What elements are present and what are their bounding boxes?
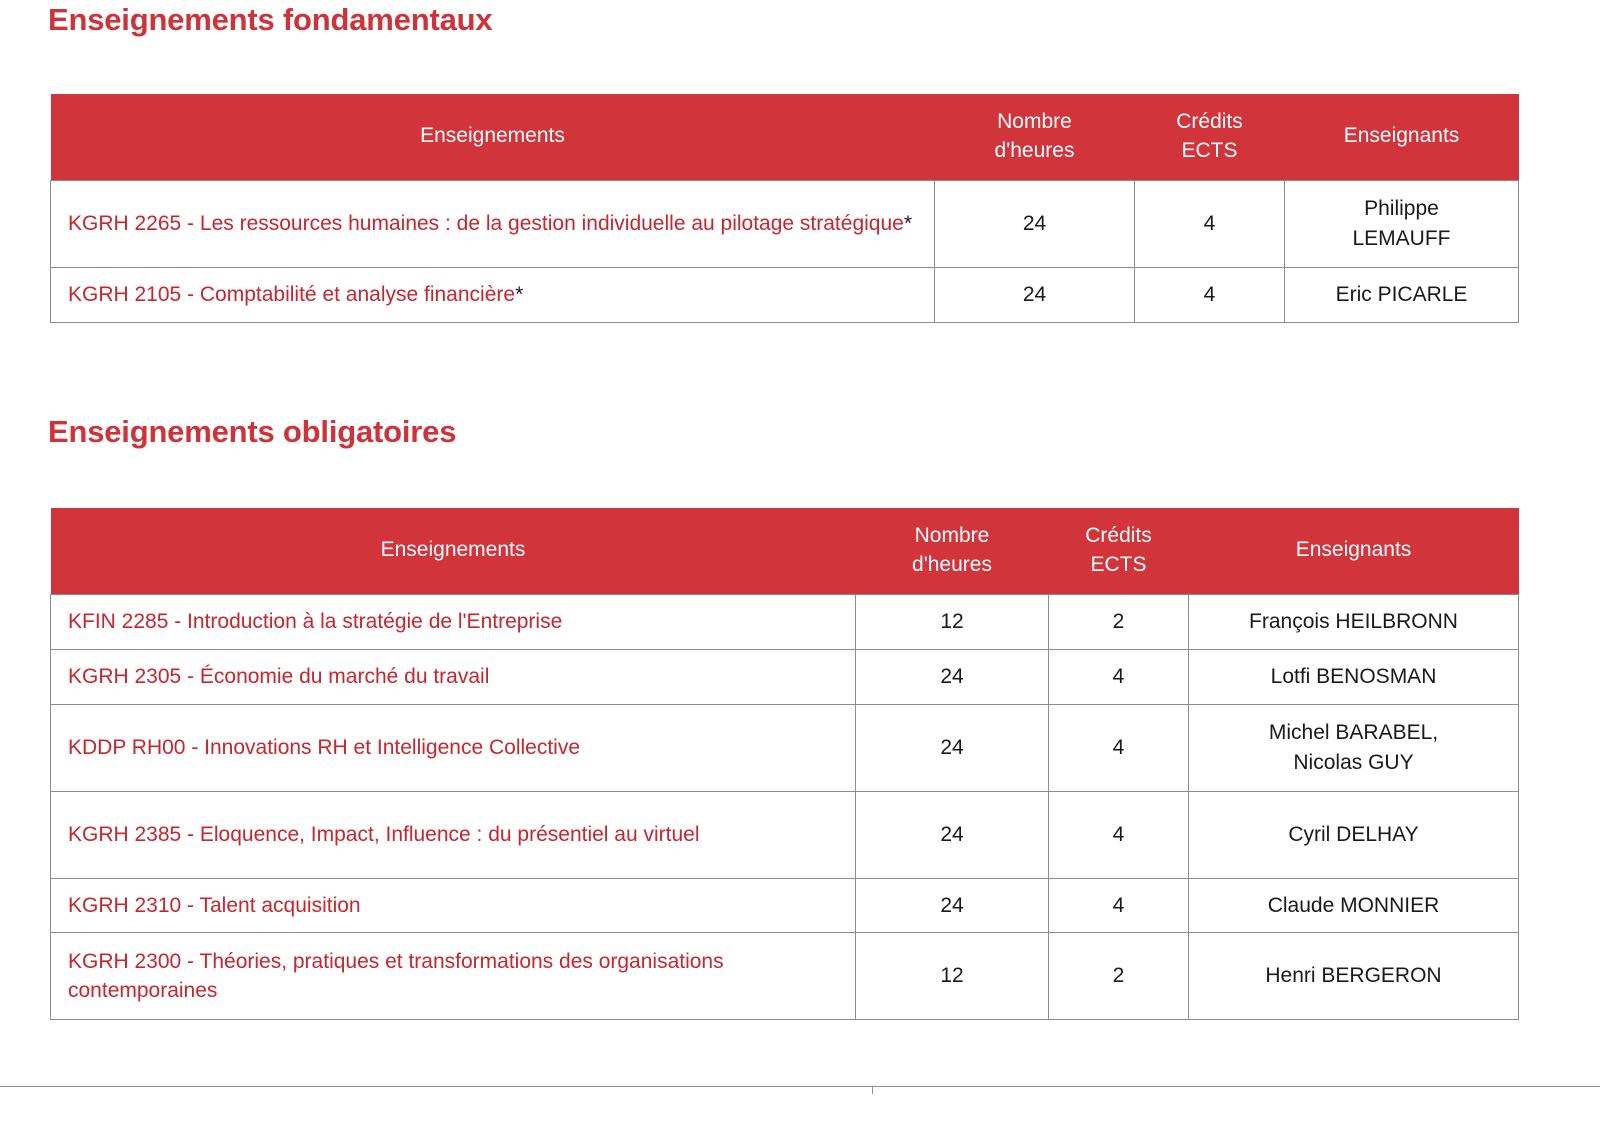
table-header-row (51, 94, 1519, 180)
column-header-nombre-heures (935, 94, 1135, 180)
column-header-nombre-heures-line1: Nombre (997, 110, 1072, 133)
teacher-line1: Michel BARABEL, (1268, 720, 1439, 744)
table-body (51, 594, 1519, 1019)
hours-cell: 24 (856, 704, 1049, 791)
column-header-credits-line1: Crédits (1176, 110, 1243, 133)
column-header-enseignements (51, 94, 935, 180)
course-name-cell (51, 791, 856, 878)
column-header-enseignements-label: Enseignements (380, 538, 526, 562)
section-title-enseignements-obligatoires: Enseignements obligatoires (48, 414, 457, 449)
column-header-credits-ects (1135, 94, 1285, 180)
course-name-cell (51, 704, 856, 791)
ects-cell: 4 (1135, 180, 1285, 267)
table-header (51, 94, 1519, 180)
ects-cell: 4 (1049, 649, 1189, 704)
section-title-enseignements-fondamentaux: Enseignements fondamentaux (48, 2, 493, 37)
hours-cell: 12 (856, 594, 1049, 649)
teacher-cell: Henri BERGERON (1189, 933, 1519, 1020)
hours-cell: 24 (856, 649, 1049, 704)
ects-cell: 4 (1049, 791, 1189, 878)
course-asterisk: * (515, 282, 524, 306)
teacher-cell (1189, 704, 1519, 791)
teacher-cell: Cyril DELHAY (1189, 791, 1519, 878)
teacher-cell: Claude MONNIER (1189, 878, 1519, 933)
teacher-line2: LEMAUFF (1352, 226, 1451, 250)
page-bottom-divider-tick (872, 1086, 873, 1094)
course-link[interactable]: KGRH 2305 - Économie du marché du travail (68, 664, 490, 688)
table-enseignements-fondamentaux (50, 94, 1519, 323)
teacher-cell: François HEILBRONN (1189, 594, 1519, 649)
teacher-cell: Lotfi BENOSMAN (1189, 649, 1519, 704)
table-row (51, 267, 1519, 322)
hours-cell: 24 (935, 267, 1135, 322)
page-bottom-divider (0, 1086, 1600, 1087)
column-header-enseignants-label: Enseignants (1343, 124, 1460, 148)
teacher-line2: Nicolas GUY (1293, 750, 1414, 774)
table-row (51, 878, 1519, 933)
hours-cell: 24 (856, 791, 1049, 878)
table-body (51, 180, 1519, 322)
course-name-cell (51, 180, 935, 267)
course-asterisk: * (903, 212, 913, 236)
table-row (51, 594, 1519, 649)
ects-cell: 2 (1049, 933, 1189, 1020)
column-header-enseignants (1189, 508, 1519, 594)
hours-cell: 24 (856, 878, 1049, 933)
teacher-cell (1285, 180, 1519, 267)
table-row (51, 649, 1519, 704)
table-header-row (51, 508, 1519, 594)
ects-cell: 2 (1049, 594, 1189, 649)
table-enseignements-obligatoires (50, 508, 1519, 1020)
column-header-enseignements-label: Enseignements (420, 124, 565, 148)
column-header-nombre-heures-line2: d'heures (912, 552, 992, 576)
column-header-nombre-heures-line2: d'heures (994, 138, 1075, 162)
column-header-credits-ects (1049, 508, 1189, 594)
course-link[interactable]: KGRH 2265 - Les ressources humaines : de la gestion individuelle au pilotage stratégique (68, 212, 904, 236)
hours-cell: 12 (856, 933, 1049, 1020)
table-row (51, 933, 1519, 1020)
course-name-cell (51, 878, 856, 933)
table-header (51, 508, 1519, 594)
ects-cell: 4 (1135, 267, 1285, 322)
column-header-enseignements (51, 508, 856, 594)
ects-cell: 4 (1049, 878, 1189, 933)
table-row (51, 180, 1519, 267)
column-header-enseignants-label: Enseignants (1295, 538, 1412, 562)
course-link[interactable]: KFIN 2285 - Introduction à la stratégie de l'Entreprise (68, 609, 563, 633)
course-link[interactable]: KGRH 2300 - Théories, pratiques et transformations des organisations contemporaines (68, 949, 724, 1003)
teacher-line1: Philippe (1364, 197, 1439, 221)
hours-cell: 24 (935, 180, 1135, 267)
column-header-credits-line1: Crédits (1085, 524, 1152, 547)
column-header-nombre-heures (856, 508, 1049, 594)
column-header-credits-line2: ECTS (1181, 138, 1238, 162)
column-header-credits-line2: ECTS (1090, 552, 1147, 576)
course-name-cell (51, 594, 856, 649)
course-link[interactable]: KGRH 2310 - Talent acquisition (68, 893, 361, 917)
teacher-cell: Eric PICARLE (1285, 267, 1519, 322)
ects-cell: 4 (1049, 704, 1189, 791)
course-name-cell (51, 267, 935, 322)
course-link[interactable]: KDDP RH00 - Innovations RH et Intelligence Collective (68, 735, 581, 759)
column-header-enseignants (1285, 94, 1519, 180)
course-link[interactable]: KGRH 2105 - Comptabilité et analyse financière (68, 282, 516, 306)
table-row (51, 791, 1519, 878)
course-link[interactable]: KGRH 2385 - Eloquence, Impact, Influence : du présentiel au virtuel (68, 822, 700, 846)
course-name-cell (51, 649, 856, 704)
course-name-cell (51, 933, 856, 1020)
column-header-nombre-heures-line1: Nombre (914, 524, 990, 547)
table-row (51, 704, 1519, 791)
